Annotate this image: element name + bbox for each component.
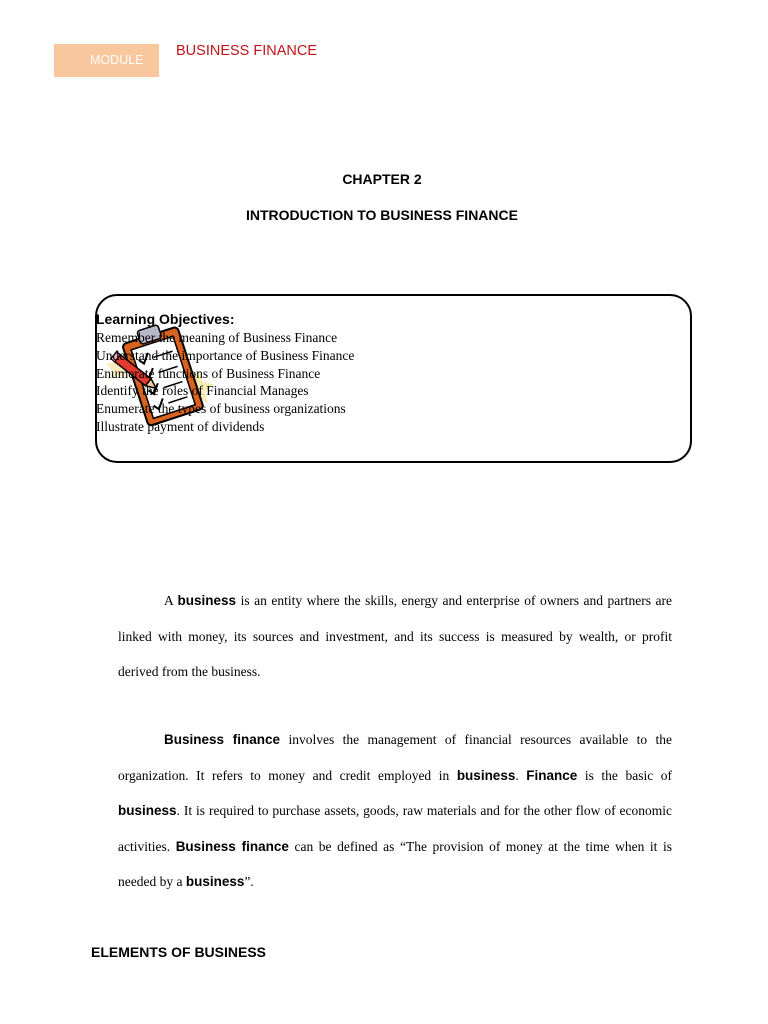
- para-text: can be defined as “The provision of money at the time when it is needed by a: [118, 838, 672, 889]
- module-label: MODULE: [90, 53, 144, 67]
- subject-title: BUSINESS FINANCE: [176, 43, 317, 59]
- para-bold-term: Business finance: [164, 732, 281, 747]
- module-tab: [54, 44, 159, 77]
- objective-item: Illustrate payment of dividends: [96, 418, 265, 434]
- para-bold-term: Business finance: [175, 838, 289, 854]
- para-text: involves the management of financial resources available to the organization. It refers to money and credit employed in: [118, 732, 672, 783]
- para-text: is the basic of: [577, 767, 673, 783]
- objective-item: Enumerate the types of business organizations: [96, 401, 346, 417]
- section-heading: ELEMENTS OF BUSINESS: [91, 944, 267, 960]
- para-bold-term: business: [185, 874, 245, 889]
- objective-item: Remember the meaning of Business Finance: [96, 330, 338, 345]
- para-text: A: [164, 593, 178, 608]
- business-definition-paragraph: [118, 583, 672, 690]
- learning-objectives-list: [96, 329, 354, 436]
- para-text: . It is required to purchase assets, goods, raw materials and for the other flow of economic activities.: [118, 803, 672, 854]
- chapter-title: INTRODUCTION TO BUSINESS FINANCE: [246, 207, 518, 223]
- para-text: ”.: [244, 874, 254, 889]
- objective-item: Enumerate functions of Business Finance: [96, 365, 321, 381]
- para-bold-term: business: [118, 803, 177, 818]
- para-bold-term: Finance: [526, 767, 578, 783]
- chapter-number: CHAPTER 2: [342, 171, 422, 187]
- objective-item: Understand the importance of Business Finance: [96, 347, 355, 363]
- para-bold-term: business: [456, 767, 516, 783]
- learning-objectives-heading: Learning Objectives:: [96, 311, 235, 327]
- objective-item: Identify the roles of Financial Manages: [96, 383, 309, 399]
- business-finance-paragraph: [118, 722, 672, 900]
- para-bold-term: business: [177, 593, 237, 608]
- para-text: is an entity where the skills, energy and enterprise of owners and partners are linked with money, its sources and investment, and its success is measured by wealth, or profit derived from the business.: [118, 593, 672, 679]
- para-text: .: [515, 767, 527, 783]
